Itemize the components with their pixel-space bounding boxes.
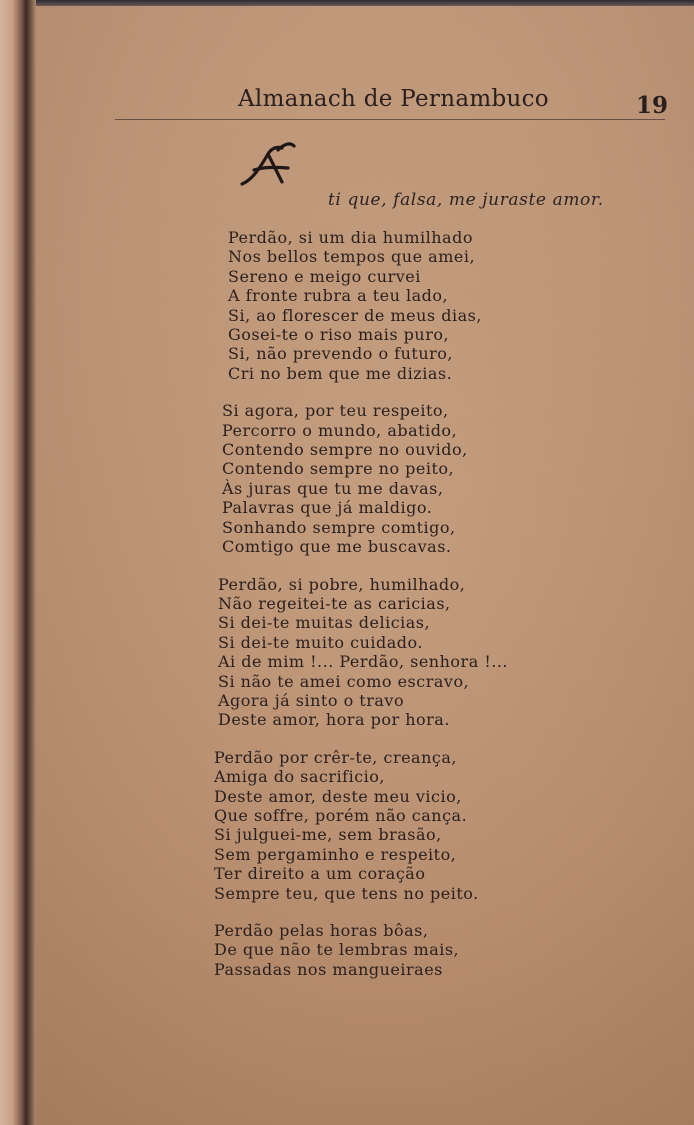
poem-line: Agora já sinto o travo (218, 690, 405, 710)
epigraph: ti que, falsa, me juraste amor. (328, 190, 604, 210)
stanza (212, 921, 652, 979)
poem-line: Perdão, si um dia humilhado (228, 228, 473, 247)
poem-line: Si dei-te muito cuidado. (218, 632, 423, 652)
poem-line: Contendo sempre no peito, (222, 459, 455, 479)
poem-line: Sempre teu, que tens no peito. (214, 883, 479, 903)
header-rule (115, 119, 665, 120)
poem-line: De que não te lembras mais, (214, 940, 460, 960)
poem-line: Às juras que tu me davas, (222, 478, 444, 498)
stanza (212, 575, 652, 730)
poem-line: Percorro o mundo, abatido, (222, 420, 458, 440)
poem-line: Ter direito a um coração (214, 864, 426, 884)
page-number: 19 (636, 92, 669, 119)
poem-line: Si agora, por teu respeito, (222, 401, 449, 421)
poem-line: Si não te amei como escravo, (218, 671, 470, 691)
poem-line: Si julguei-me, sem brasão, (214, 825, 442, 845)
poem-line: Deste amor, hora por hora. (218, 710, 450, 730)
poem-line: Si, não prevendo o futuro, (228, 344, 453, 364)
poem-line: Palavras que já maldigo. (222, 498, 433, 518)
top-edge (0, 0, 694, 6)
book-binding (0, 0, 36, 1125)
poem-line: Perdão, si pobre, humilhado, (218, 574, 466, 594)
poem-line: Não regeitei-te as caricias, (218, 593, 451, 613)
stanza (212, 228, 652, 383)
poem-line: Deste amor, deste meu vicio, (214, 786, 462, 806)
poem-line: Perdão pelas horas bôas, (214, 921, 429, 940)
poem-line: Ai de mim !... Perdão, senhora !... (218, 652, 509, 672)
poem-line: Si dei-te muitas delicias, (218, 613, 431, 633)
poem-line: Contendo sempre no ouvido, (222, 440, 468, 460)
poem (212, 228, 652, 997)
poem-line: Comtigo que me buscavas. (222, 537, 452, 557)
poem-line: Gosei-te o riso mais puro, (228, 325, 450, 345)
poem-line: Que soffre, porém não cança. (214, 805, 468, 825)
decorative-initial-a (238, 140, 296, 192)
poem-line: Nos bellos tempos que amei, (228, 247, 476, 267)
poem-line: Sem pergaminho e respeito, (214, 844, 457, 864)
poem-line: Si, ao florescer de meus dias, (228, 305, 482, 325)
poem-line: Amiga do sacrificio, (214, 767, 385, 787)
poem-line: Cri no bem que me dizias. (228, 363, 453, 383)
poem-line: Sonhando sempre comtigo, (222, 517, 456, 537)
poem-line: A fronte rubra a teu lado, (228, 286, 449, 306)
poem-line: Passadas nos mangueiraes (214, 959, 443, 979)
poem-line: Sereno e meigo curvei (228, 266, 421, 286)
stanza (212, 748, 652, 903)
poem-line: Perdão por crêr-te, creança, (214, 747, 457, 767)
running-title: Almanach de Pernambuco (238, 86, 549, 112)
stanza (212, 401, 652, 556)
